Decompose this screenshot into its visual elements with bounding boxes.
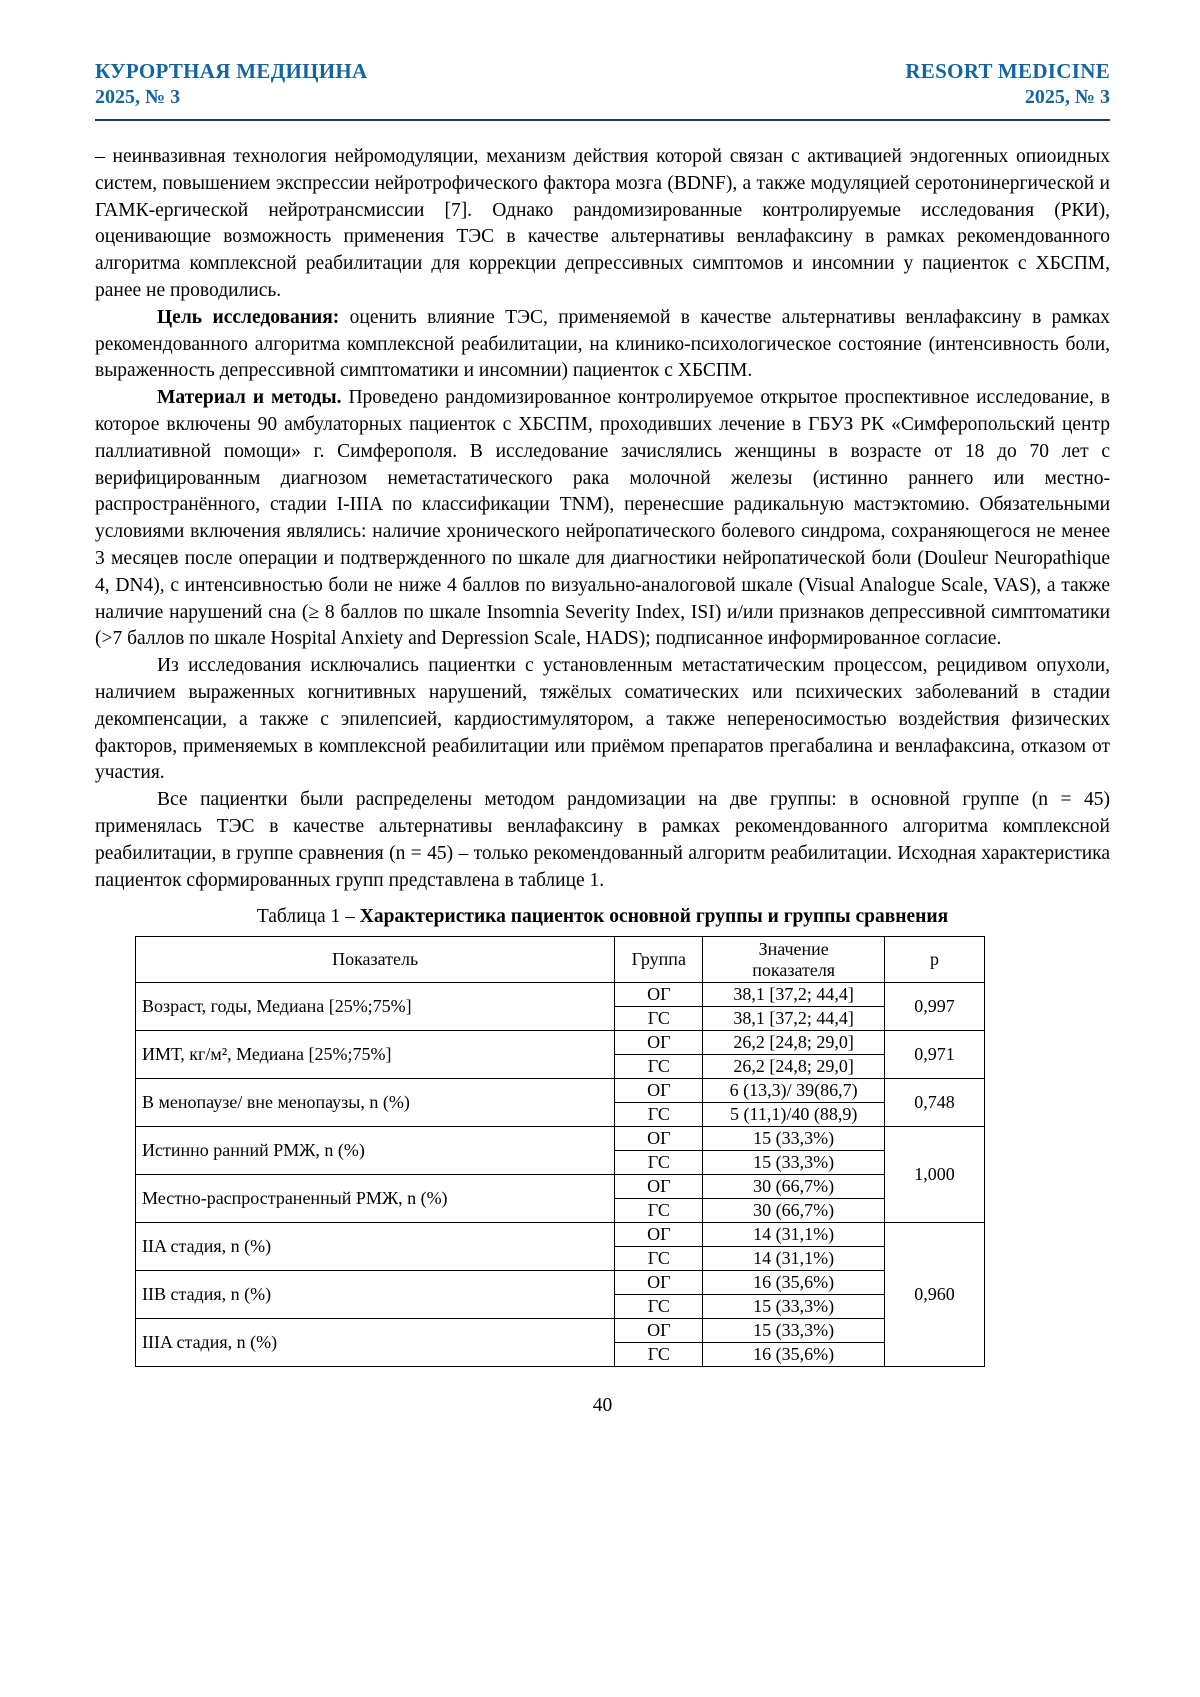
paragraph-intro: – неинвазивная технология нейромодуляции, механизм действия которой связан с активацией эндогенных опиоидных систем, повышением экспрессии нейротрофического фактора мозга (BDNF), а также модуляцией серотонинергической и ГАМК-ергической нейротрансмиссии [7]. Однако рандомизированные контролируемые исследования (РКИ), оценивающие возможность применения ТЭС в качестве альтернативы венлафаксину в рамках рекомендованного алгоритма комплексной реабилитации для коррекции депрессивных симптомов и инсомнии у пациенток с ХБСПМ, ранее не проводились. (95, 146, 1110, 301)
goal-text: оценить влияние ТЭС, применяемой в качестве альтернативы венлафаксину в рамках рекомендованного алгоритма комплексной реабилитации, на клинико-психологическое состояние (интенсивность боли, выраженность депрессивной симптоматики и инсомнии) пациенток с ХБСПМ. (95, 306, 1110, 382)
table-row (136, 1223, 985, 1247)
group-cell: ОГ (615, 1319, 703, 1343)
group-cell: ОГ (615, 983, 703, 1007)
article-body (95, 144, 1110, 894)
methods-lead-label: Материал и методы. (157, 387, 342, 409)
journal-title-ru: КУРОРТНАЯ МЕДИЦИНА (95, 59, 368, 83)
value-cell: 5 (11,1)/40 (88,9) (703, 1103, 885, 1127)
value-cell: 26,2 [24,8; 29,0] (703, 1031, 885, 1055)
group-cell: ГС (615, 1103, 703, 1127)
value-cell: 30 (66,7%) (703, 1175, 885, 1199)
value-cell: 16 (35,6%) (703, 1343, 885, 1367)
group-cell: ГС (615, 1199, 703, 1223)
indicator-cell: Возраст, годы, Медиана [25%;75%] (136, 983, 615, 1031)
indicator-cell: Местно-распространенный РМЖ, n (%) (136, 1175, 615, 1223)
indicator-cell: IIA стадия, n (%) (136, 1223, 615, 1271)
group-cell: ОГ (615, 1223, 703, 1247)
group-cell: ОГ (615, 1271, 703, 1295)
table-row (136, 1031, 985, 1055)
page-header (95, 58, 1110, 110)
table-caption-label: Таблица 1 – (256, 906, 355, 928)
table-caption (95, 904, 1110, 930)
paragraph-randomization: Все пациентки были распределены методом рандомизации на две группы: в основной группе (n = 45) применялась ТЭС в качестве альтернативы венлафаксину в рамках рекомендованного алгоритма комплексной реабилитации, в группе сравнения (n = 45) – только рекомендованный алгоритм реабилитации. Исходная характеристика пациенток сформированных групп представлена в таблице 1. (95, 789, 1110, 891)
journal-issue-en: 2025, № 3 (1024, 86, 1110, 108)
value-cell: 14 (31,1%) (703, 1247, 885, 1271)
header-left (95, 58, 367, 110)
value-cell: 26,2 [24,8; 29,0] (703, 1055, 885, 1079)
column-header-value-line2: показателя (752, 959, 836, 980)
indicator-cell: IIIA стадия, n (%) (136, 1319, 615, 1367)
table-body (136, 983, 985, 1367)
group-cell: ОГ (615, 1175, 703, 1199)
p-value-cell: 0,971 (885, 1031, 985, 1079)
value-cell: 30 (66,7%) (703, 1199, 885, 1223)
table-row (136, 1271, 985, 1295)
value-cell: 38,1 [37,2; 44,4] (703, 983, 885, 1007)
table-header-row (136, 937, 985, 983)
value-cell: 15 (33,3%) (703, 1127, 885, 1151)
goal-lead-label: Цель исследования: (157, 306, 340, 328)
table-row (136, 1175, 985, 1199)
value-cell: 15 (33,3%) (703, 1295, 885, 1319)
p-value-cell: 0,748 (885, 1079, 985, 1127)
journal-title-en: RESORT MEDICINE (905, 59, 1110, 83)
column-header-indicator: Показатель (136, 937, 615, 983)
table-head (136, 937, 985, 983)
value-cell: 15 (33,3%) (703, 1151, 885, 1175)
table-row (136, 1079, 985, 1103)
value-cell: 15 (33,3%) (703, 1319, 885, 1343)
indicator-cell: ИМТ, кг/м², Медиана [25%;75%] (136, 1031, 615, 1079)
value-cell: 16 (35,6%) (703, 1271, 885, 1295)
group-cell: ГС (615, 1151, 703, 1175)
p-value-cell: 0,997 (885, 983, 985, 1031)
group-cell: ГС (615, 1295, 703, 1319)
indicator-cell: IIB стадия, n (%) (136, 1271, 615, 1319)
column-header-value (703, 937, 885, 983)
column-header-p: p (885, 937, 985, 983)
value-cell: 38,1 [37,2; 44,4] (703, 1007, 885, 1031)
table-row (136, 1319, 985, 1343)
page-number: 40 (592, 1395, 613, 1417)
journal-issue-ru: 2025, № 3 (95, 86, 181, 108)
indicator-cell: В менопаузе/ вне менопаузы, n (%) (136, 1079, 615, 1127)
group-cell: ГС (615, 1055, 703, 1079)
table-row (136, 1127, 985, 1151)
p-value-cell: 1,000 (885, 1127, 985, 1223)
group-cell: ОГ (615, 1127, 703, 1151)
methods-text: Проведено рандомизированное контролируемое открытое проспективное исследование, в которое включены 90 амбулаторных пациенток с ХБСПМ, проходивших лечение в ГБУЗ РК «Симферопольский центр паллиативной помощи» г. Симферополя. В исследование зачислялись женщины в возрасте от 18 до 70 лет с верифицированным диагнозом неметастатического рака молочной железы (истинно раннего или местно-распространённого, стадии I-IIIA по классификации TNM), перенесшие радикальную мастэктомию. Обязательными условиями включения являлись: наличие хронического нейропатического болевого синдрома, сохраняющегося не менее 3 месяцев после операции и подтвержденного по шкале для диагностики нейропатической боли (Douleur Neuropathique 4, DN4), с интенсивностью боли не ниже 4 баллов по визуально-аналоговой шкале (Visual Analogue Scale, VAS), а также наличие нарушений сна (≥ 8 баллов по шкале Insomnia Severity Index, ISI) и/или признаков депрессивной симптоматики (>7 баллов по шкале Hospital Anxiety and Depression Scale, HADS); подписанное информированное согласие. (95, 387, 1110, 650)
header-divider (95, 119, 1110, 121)
column-header-group: Группа (615, 937, 703, 983)
patients-characteristics-table (135, 936, 985, 1367)
column-header-value-line1: Значение (758, 938, 829, 959)
indicator-cell: Истинно ранний РМЖ, n (%) (136, 1127, 615, 1175)
paragraph-methods (95, 385, 1110, 653)
group-cell: ОГ (615, 1079, 703, 1103)
paragraph-goal (95, 305, 1110, 385)
group-cell: ГС (615, 1007, 703, 1031)
p-value-cell: 0,960 (885, 1223, 985, 1367)
paragraph-exclusion: Из исследования исключались пациентки с установленным метастатическим процессом, рецидивом опухоли, наличием выраженных когнитивных нарушений, тяжёлых соматических или психических заболеваний в стадии декомпенсации, а также с эпилепсией, кардиостимулятором, а также непереносимостью воздействия физических факторов, применяемых в комплексной реабилитации или приёмом препаратов прегабалина и венлафаксина, отказом от участия. (95, 655, 1110, 784)
value-cell: 14 (31,1%) (703, 1223, 885, 1247)
group-cell: ГС (615, 1247, 703, 1271)
value-cell: 6 (13,3)/ 39(86,7) (703, 1079, 885, 1103)
group-cell: ОГ (615, 1031, 703, 1055)
table-row (136, 983, 985, 1007)
header-right (905, 58, 1110, 110)
table-caption-title: Характеристика пациенток основной группы и группы сравнения (359, 906, 949, 928)
group-cell: ГС (615, 1343, 703, 1367)
